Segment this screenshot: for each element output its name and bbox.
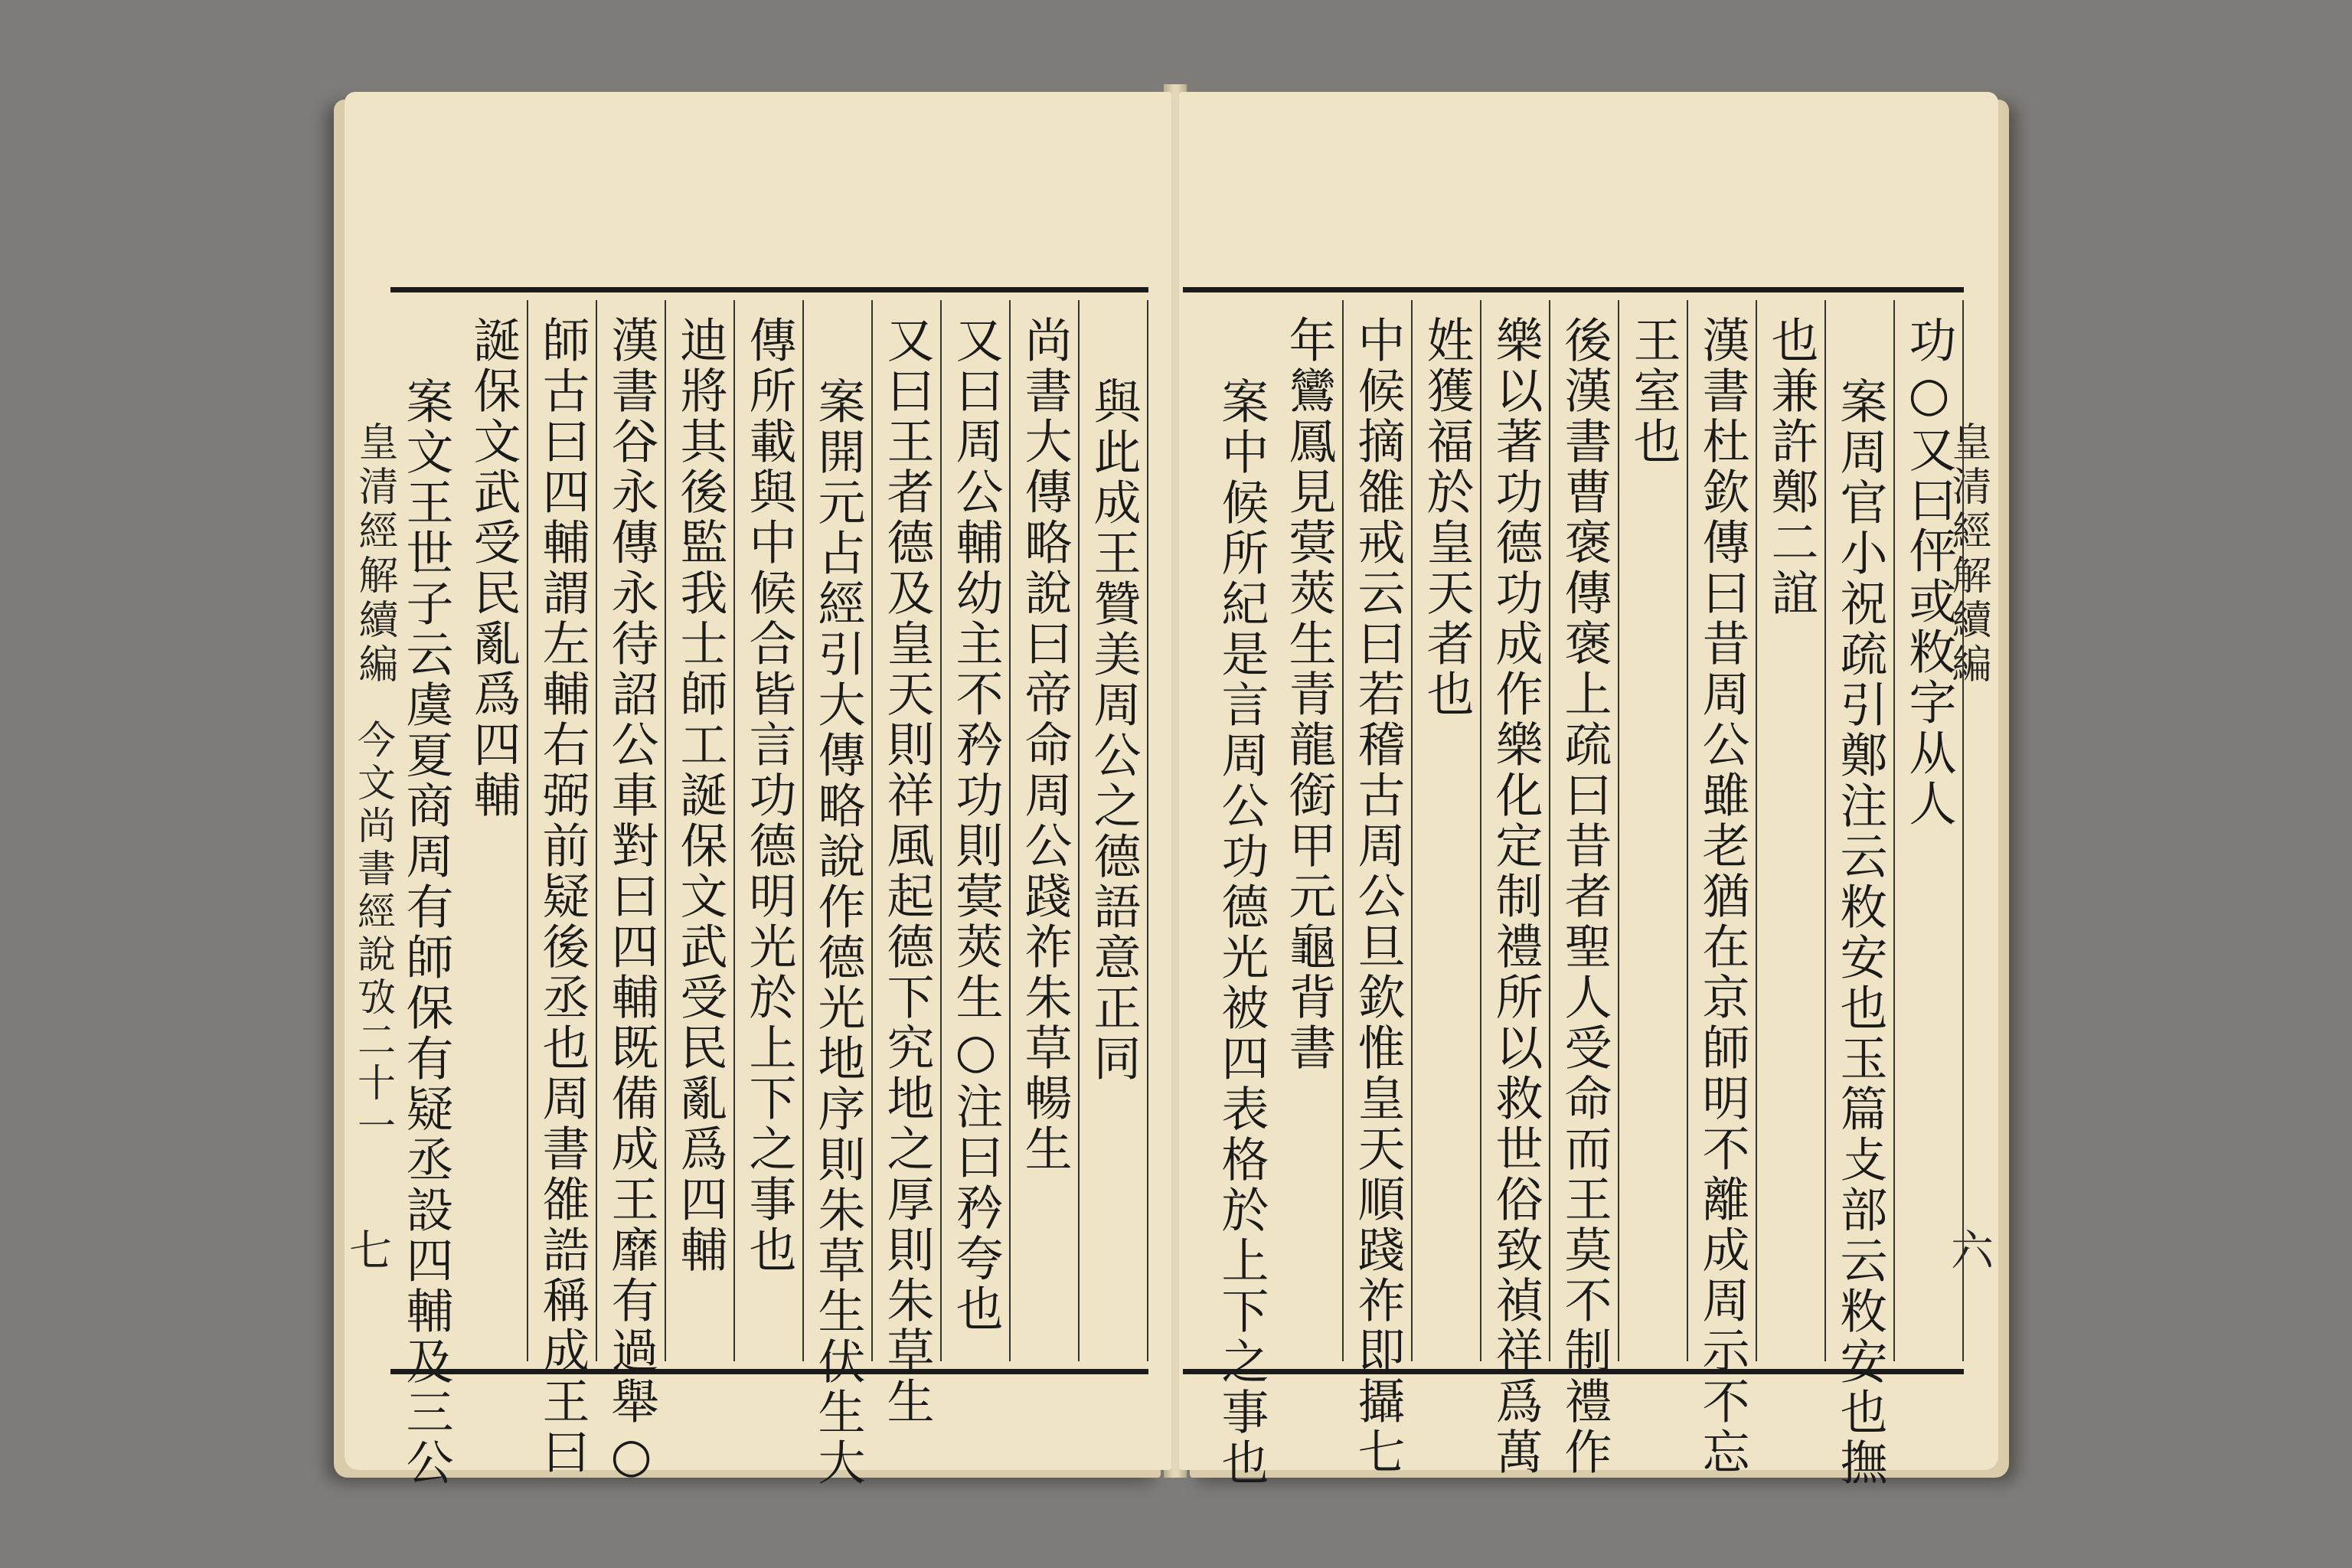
text-column: 後漢書曹褒傳褒上疏曰昔者聖人受命而王莫不制禮作: [1552, 300, 1619, 1361]
right-margin-title: 皇清經解續編: [1945, 421, 1991, 688]
left-margin-section: 今文尚書經說攷二十一: [351, 720, 396, 1148]
text-column: 誕保文武受民亂爲四輔: [461, 300, 528, 1361]
left-text-frame: [390, 287, 1148, 1488]
text-column: 中候摘雒戒云曰若稽古周公旦欽惟皇天順踐祚即攝七: [1345, 300, 1413, 1361]
text-column: 迪將其後監我士師工誕保文武受民亂爲四輔: [668, 300, 735, 1361]
text-column: 又曰周公輔幼主不矜功則蓂莢生○注曰矜夸也: [943, 300, 1011, 1361]
text-column: 年鸞鳳見蓂莢生青龍銜甲元龜背書: [1276, 300, 1344, 1361]
text-column: 傳所載與中候合皆言功德明光於上下之事也: [737, 300, 804, 1361]
text-column: 又曰王者德及皇天則祥風起德下究地之厚則朱草生: [874, 300, 942, 1361]
right-text-frame: [1183, 287, 1964, 1488]
left-folio: 七: [349, 1227, 392, 1276]
text-column: 漢書杜欽傳曰昔周公雖老猶在京師明不離成周示不忘: [1690, 300, 1757, 1361]
text-column: 也兼許鄭二誼: [1759, 300, 1826, 1361]
left-margin-title: 皇清經解續編: [351, 421, 397, 688]
text-column: 漢書谷永傳永待詔公車對曰四輔既備成王靡有過舉○: [599, 300, 666, 1361]
text-column: 案文王世子云虞夏商周有師保有疑丞設四輔及三公: [398, 377, 454, 1488]
right-folio: 六: [1951, 1227, 1994, 1276]
text-column: 功○又曰伻或敉字从人: [1896, 300, 1964, 1361]
text-column: 樂以著功德功成作樂化定制禮所以救世俗致禎祥爲萬: [1483, 300, 1550, 1361]
text-column: 與此成王贊美周公之德語意正同: [1081, 300, 1148, 1361]
text-column: 案周官小祝疏引鄭注云敉安也玉篇攴部云敉安也撫: [1828, 300, 1895, 1361]
text-column: 尚書大傳略說曰帝命周公踐祚朱草暢生: [1012, 300, 1080, 1361]
text-column: 王室也: [1621, 300, 1688, 1361]
text-column: 案中候所紀是言周公功德光被四表格於上下之事也: [1214, 377, 1269, 1488]
text-column: 姓獲福於皇天者也: [1414, 300, 1481, 1361]
text-column: 案開元占經引大傳略說作德光地序則朱草生伏生大: [805, 300, 873, 1361]
text-column: 師古曰四輔謂左輔右弼前疑後丞也周書雒誥稱成王曰: [530, 300, 597, 1361]
